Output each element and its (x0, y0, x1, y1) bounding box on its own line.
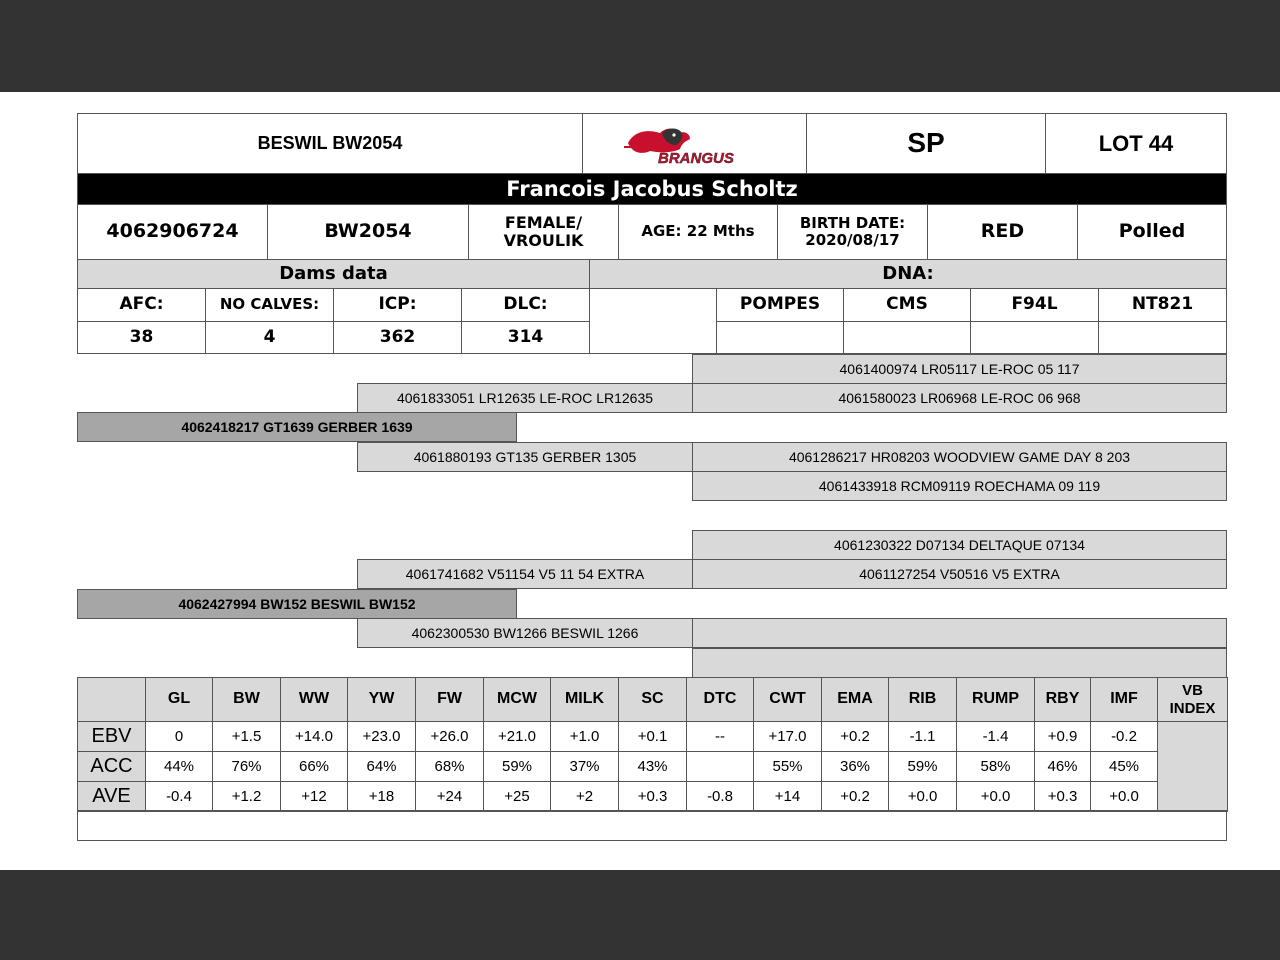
sale-card (0, 92, 1280, 870)
ebv-header-rump: RUMP (956, 677, 1035, 722)
ebv-cell-acc-milk: 37% (550, 751, 619, 782)
ebv-corner-cell (77, 677, 146, 722)
dna-title: DNA: (589, 259, 1227, 289)
dna-value-nt821 (1098, 321, 1227, 354)
sex-label: FEMALE/ (504, 212, 583, 232)
ebv-cell-ebv-gl: 0 (145, 721, 213, 752)
ebv-cell-acc-rib: 59% (888, 751, 957, 782)
ebv-header-imf: IMF (1090, 677, 1158, 722)
ebv-cell-acc-imf: 45% (1090, 751, 1158, 782)
ebv-row-label-ave: AVE (77, 781, 146, 812)
ebv-header-yw: YW (347, 677, 416, 722)
dna-header-pompes: POMPES (716, 288, 844, 322)
pedigree-sire-dam-dam: 4061433918 RCM09119 ROECHAMA 09 119 (692, 471, 1227, 501)
ebv-header-gl: GL (145, 677, 213, 722)
owner-name: Francois Jacobus Scholtz (77, 173, 1227, 205)
ebv-cell-ave-rby: +0.3 (1034, 781, 1091, 812)
dams-value-calves: 4 (205, 321, 334, 354)
lot-number: LOT 44 (1045, 113, 1227, 174)
dna-value-pompes (716, 321, 844, 354)
ebv-cell-ebv-yw: +23.0 (347, 721, 416, 752)
pedigree-sire-dam-sire: 4061286217 HR08203 WOODVIEW GAME DAY 8 203 (692, 442, 1227, 472)
registration-number: 4062906724 (77, 204, 268, 260)
pedigree-dam-dam: 4062300530 BW1266 BESWIL 1266 (357, 618, 693, 648)
ebv-header-cwt: CWT (753, 677, 822, 722)
pedigree-sire-sire-dam: 4061580023 LR06968 LE-ROC 06 968 (692, 383, 1227, 413)
ebv-cell-ave-imf: +0.0 (1090, 781, 1158, 812)
ebv-cell-acc-gl: 44% (145, 751, 213, 782)
dams-header-dlc: DLC: (461, 288, 590, 322)
ebv-cell-ebv-mcw: +21.0 (483, 721, 551, 752)
ebv-cell-ave-mcw: +25 (483, 781, 551, 812)
ebv-header-ema: EMA (821, 677, 889, 722)
pedigree-dam-dam-dam (692, 648, 1227, 678)
ebv-cell-acc-yw: 64% (347, 751, 416, 782)
ebv-cell-acc-dtc (686, 751, 754, 782)
ebv-header-bw: BW (212, 677, 281, 722)
ebv-cell-acc-ww: 66% (280, 751, 348, 782)
ebv-cell-ebv-sc: +0.1 (618, 721, 687, 752)
dna-header-f94l: F94L (970, 288, 1099, 322)
sex-cell (468, 204, 619, 260)
dams-value-afc: 38 (77, 321, 206, 354)
ebv-cell-ave-ww: +12 (280, 781, 348, 812)
pedigree-sire: 4062418217 GT1639 GERBER 1639 (77, 412, 517, 442)
ebv-header-vb-index (1157, 677, 1228, 722)
ebv-cell-acc-rby: 46% (1034, 751, 1091, 782)
dna-value-f94l (970, 321, 1099, 354)
dna-value-cms (843, 321, 971, 354)
ebv-cell-ebv-rump: -1.4 (956, 721, 1035, 752)
ebv-cell-ebv-cwt: +17.0 (753, 721, 822, 752)
dna-header-nt821: NT821 (1098, 288, 1227, 322)
dna-header-cms: CMS (843, 288, 971, 322)
ear-tag: BW2054 (267, 204, 469, 260)
dams-header-afc: AFC: (77, 288, 206, 322)
birth-date-cell (777, 204, 928, 260)
ebv-header-vb-index-line1: VB (1182, 682, 1203, 700)
ebv-cell-ebv-rby: +0.9 (1034, 721, 1091, 752)
ebv-header-sc: SC (618, 677, 687, 722)
pedigree-sire-sire-sire: 4061400974 LR05117 LE-ROC 05 117 (692, 354, 1227, 384)
logo-text: BRANGUS (657, 149, 734, 167)
ebv-cell-ave-bw: +1.2 (212, 781, 281, 812)
ebv-cell-ebv-dtc: -- (686, 721, 754, 752)
ebv-row-label-ebv: EBV (77, 721, 146, 752)
ebv-cell-ave-yw: +18 (347, 781, 416, 812)
ebv-cell-ave-gl: -0.4 (145, 781, 213, 812)
ebv-header-dtc: DTC (686, 677, 754, 722)
code-sp: SP (806, 113, 1046, 174)
ebv-header-vb-index-line2: INDEX (1169, 699, 1216, 717)
ebv-cell-ebv-rib: -1.1 (888, 721, 957, 752)
dams-header-icp: ICP: (333, 288, 462, 322)
ebv-header-mcw: MCW (483, 677, 551, 722)
ebv-cell-ave-fw: +24 (415, 781, 484, 812)
ebv-cell-ebv-bw: +1.5 (212, 721, 281, 752)
ebv-cell-ave-dtc: -0.8 (686, 781, 754, 812)
ebv-cell-acc-sc: 43% (618, 751, 687, 782)
brangus-logo (582, 113, 807, 174)
animal-name: BESWIL BW2054 (77, 113, 583, 174)
ebv-header-milk: MILK (550, 677, 619, 722)
brangus-logo-icon (620, 121, 770, 167)
sex-label-afrikaans: VROULIK (503, 231, 584, 250)
ebv-cell-acc-rump: 58% (956, 751, 1035, 782)
ebv-row-label-acc: ACC (77, 751, 146, 782)
ebv-cell-acc-mcw: 59% (483, 751, 551, 782)
dams-data-title: Dams data (77, 259, 590, 289)
colour: RED (927, 204, 1078, 260)
ebv-cell-ave-rump: +0.0 (956, 781, 1035, 812)
ebv-cell-acc-ema: 36% (821, 751, 889, 782)
pedigree-dam-dam-sire (692, 618, 1227, 648)
footer-blank-row (77, 810, 1227, 841)
birth-date: 2020/08/17 (805, 231, 900, 249)
ebv-cell-ebv-ww: +14.0 (280, 721, 348, 752)
ebv-cell-ave-rib: +0.0 (888, 781, 957, 812)
ebv-cell-ebv-fw: +26.0 (415, 721, 484, 752)
birth-date-label: BIRTH DATE: (799, 213, 906, 232)
ebv-header-rib: RIB (888, 677, 957, 722)
pedigree-sire-sire: 4061833051 LR12635 LE-ROC LR12635 (357, 383, 693, 413)
ebv-cell-ave-sc: +0.3 (618, 781, 687, 812)
ebv-vb-index-value (1157, 721, 1228, 812)
ebv-cell-acc-bw: 76% (212, 751, 281, 782)
ebv-cell-ave-ema: +0.2 (821, 781, 889, 812)
horn-status: Polled (1077, 204, 1227, 260)
ebv-header-rby: RBY (1034, 677, 1091, 722)
dams-header-calves: NO CALVES: (205, 288, 334, 322)
ebv-cell-ave-cwt: +14 (753, 781, 822, 812)
ebv-cell-acc-cwt: 55% (753, 751, 822, 782)
pedigree-dam-sire-dam: 4061127254 V50516 V5 EXTRA (692, 559, 1227, 589)
ebv-cell-ave-milk: +2 (550, 781, 619, 812)
pedigree-dam-sire: 4061741682 V51154 V5 11 54 EXTRA (357, 559, 693, 589)
dna-blank-cell (589, 288, 717, 354)
dams-value-icp: 362 (333, 321, 462, 354)
dams-value-dlc: 314 (461, 321, 590, 354)
pedigree-dam-sire-sire: 4061230322 D07134 DELTAQUE 07134 (692, 530, 1227, 560)
ebv-cell-acc-fw: 68% (415, 751, 484, 782)
ebv-header-fw: FW (415, 677, 484, 722)
pedigree-dam: 4062427994 BW152 BESWIL BW152 (77, 589, 517, 619)
pedigree-sire-dam: 4061880193 GT135 GERBER 1305 (357, 442, 693, 472)
age: AGE: 22 Mths (618, 204, 778, 260)
ebv-cell-ebv-ema: +0.2 (821, 721, 889, 752)
ebv-cell-ebv-milk: +1.0 (550, 721, 619, 752)
ebv-cell-ebv-imf: -0.2 (1090, 721, 1158, 752)
ebv-header-ww: WW (280, 677, 348, 722)
